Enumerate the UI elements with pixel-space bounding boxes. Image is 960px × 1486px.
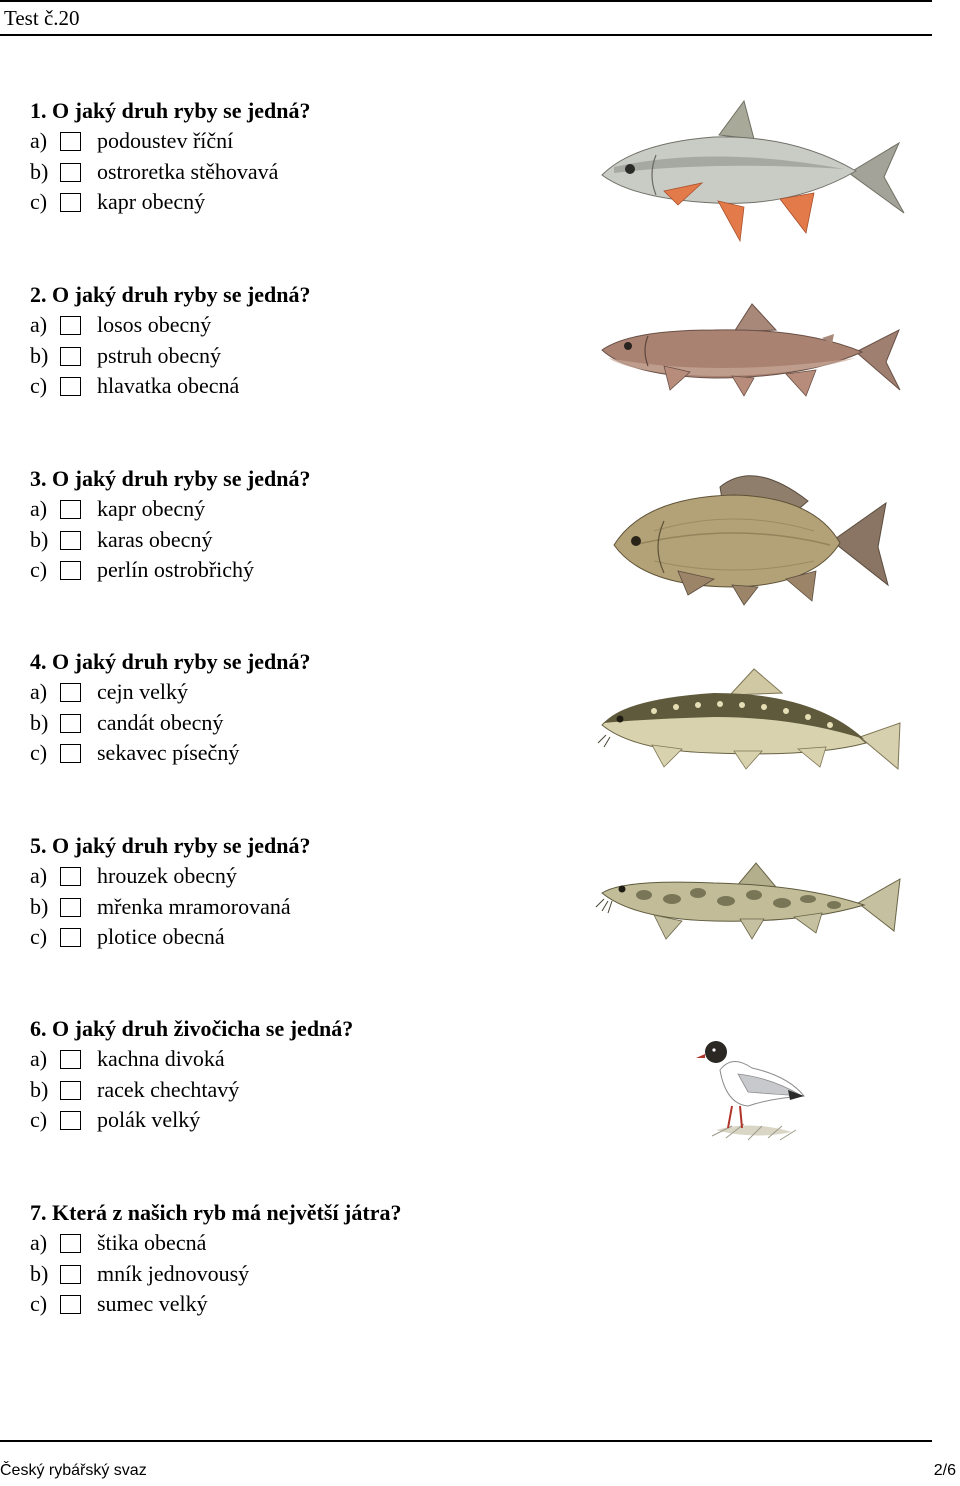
question-title: 1. O jaký druh ryby se jedná?	[30, 98, 311, 123]
option-b	[30, 708, 590, 739]
option-letter: a)	[30, 312, 48, 337]
option-c	[30, 1105, 590, 1136]
option-label: cejn velký	[97, 679, 189, 704]
answer-checkbox[interactable]	[60, 347, 81, 366]
option-letter: b)	[30, 158, 49, 184]
option-letter: a)	[30, 1230, 48, 1255]
option-letter: b)	[30, 1260, 49, 1286]
option-label: karas obecný	[97, 526, 213, 552]
fish-illustration-2	[594, 278, 906, 430]
fish-illustration-4	[594, 645, 906, 797]
option-letter: c)	[30, 1107, 48, 1132]
question-title: 7. Která z našich ryb má největší játra?	[30, 1200, 402, 1225]
fish-illustration-3	[594, 461, 906, 613]
footer-rule	[0, 1440, 932, 1442]
option-a	[30, 494, 590, 525]
option-letter: c)	[30, 924, 48, 949]
option-letter: a)	[30, 679, 48, 704]
answer-checkbox[interactable]	[60, 193, 81, 212]
option-label: mřenka mramorovaná	[97, 893, 291, 919]
option-label: sekavec písečný	[97, 740, 240, 765]
option-label: sumec velký	[97, 1291, 208, 1316]
option-label: kapr obecný	[97, 189, 206, 214]
option-a	[30, 1044, 590, 1075]
test-title: Test č.20	[4, 6, 80, 30]
option-letter: b)	[30, 893, 49, 919]
option-letter: b)	[30, 342, 49, 368]
option-label: podoustev říční	[97, 128, 234, 153]
answer-checkbox[interactable]	[60, 898, 81, 917]
answer-checkbox[interactable]	[60, 867, 81, 886]
answer-checkbox[interactable]	[60, 1265, 81, 1284]
option-letter: c)	[30, 373, 48, 398]
answer-checkbox[interactable]	[60, 377, 81, 396]
option-c	[30, 922, 590, 953]
option-letter: b)	[30, 1076, 49, 1102]
option-b	[30, 1259, 590, 1290]
answer-checkbox[interactable]	[60, 1111, 81, 1130]
question-title: 5. O jaký druh ryby se jedná?	[30, 833, 311, 858]
answer-checkbox[interactable]	[60, 500, 81, 519]
page-number: 2/6	[933, 1462, 956, 1479]
footer-organization: Český rybářský svaz	[0, 1462, 147, 1479]
option-label: hlavatka obecná	[97, 373, 240, 398]
option-c	[30, 1289, 590, 1320]
option-label: losos obecný	[97, 312, 212, 337]
option-c	[30, 555, 590, 586]
option-label: ostroretka stěhovavá	[97, 158, 279, 184]
fish-illustration-5	[594, 829, 906, 981]
answer-checkbox[interactable]	[60, 714, 81, 733]
option-b	[30, 341, 590, 372]
option-label: hrouzek obecný	[97, 863, 237, 888]
question-3	[30, 464, 590, 586]
fish-illustration-1	[594, 95, 906, 247]
option-c	[30, 371, 590, 402]
question-6	[30, 1014, 590, 1136]
option-a	[30, 126, 590, 157]
answer-checkbox[interactable]	[60, 1081, 81, 1100]
question-title: 4. O jaký druh ryby se jedná?	[30, 649, 311, 674]
option-b	[30, 525, 590, 556]
gull-illustration	[692, 1014, 808, 1164]
option-b	[30, 1075, 590, 1106]
option-label: racek chechtavý	[97, 1076, 240, 1102]
answer-checkbox[interactable]	[60, 132, 81, 151]
question-4	[30, 647, 590, 769]
option-label: candát obecný	[97, 709, 224, 735]
question-2	[30, 280, 590, 402]
option-a	[30, 310, 590, 341]
page-header	[0, 0, 932, 36]
option-label: kapr obecný	[97, 496, 206, 521]
option-letter: a)	[30, 128, 48, 153]
question-5	[30, 831, 590, 953]
option-label: polák velký	[97, 1107, 201, 1132]
answer-checkbox[interactable]	[60, 163, 81, 182]
answer-checkbox[interactable]	[60, 1295, 81, 1314]
answer-checkbox[interactable]	[60, 683, 81, 702]
option-label: mník jednovousý	[97, 1260, 250, 1286]
option-c	[30, 187, 590, 218]
option-letter: b)	[30, 526, 49, 552]
option-label: plotice obecná	[97, 924, 225, 949]
option-letter: c)	[30, 740, 48, 765]
option-a	[30, 1228, 590, 1259]
option-label: pstruh obecný	[97, 342, 222, 368]
option-a	[30, 677, 590, 708]
option-label: kachna divoká	[97, 1046, 225, 1071]
question-7	[30, 1198, 590, 1320]
option-c	[30, 738, 590, 769]
question-title: 2. O jaký druh ryby se jedná?	[30, 282, 311, 307]
option-letter: c)	[30, 1291, 48, 1316]
option-letter: c)	[30, 557, 48, 582]
answer-checkbox[interactable]	[60, 561, 81, 580]
answer-checkbox[interactable]	[60, 744, 81, 763]
answer-checkbox[interactable]	[60, 928, 81, 947]
answer-checkbox[interactable]	[60, 1234, 81, 1253]
question-1	[30, 96, 590, 218]
option-b	[30, 157, 590, 188]
option-b	[30, 892, 590, 923]
option-letter: a)	[30, 863, 48, 888]
answer-checkbox[interactable]	[60, 316, 81, 335]
option-label: štika obecná	[97, 1230, 207, 1255]
option-letter: a)	[30, 496, 48, 521]
question-title: 6. O jaký druh živočicha se jedná?	[30, 1016, 354, 1041]
answer-checkbox[interactable]	[60, 1050, 81, 1069]
option-a	[30, 861, 590, 892]
answer-checkbox[interactable]	[60, 531, 81, 550]
question-title: 3. O jaký druh ryby se jedná?	[30, 466, 311, 491]
option-letter: b)	[30, 709, 49, 735]
option-label: perlín ostrobřichý	[97, 557, 255, 582]
option-letter: a)	[30, 1046, 48, 1071]
option-letter: c)	[30, 189, 48, 214]
